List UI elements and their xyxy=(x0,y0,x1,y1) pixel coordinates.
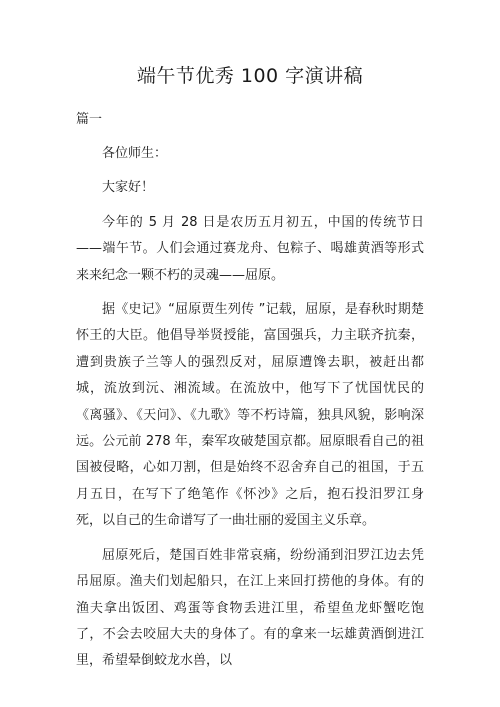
paragraph-2: 据《史记》“屈原贾生列传 ”记载，屈原，是春秋时期楚怀王的大臣。他倡导举贤授能，富国强兵，力主联齐抗秦，遭到贵族子兰等人的强烈反对，屈原遭馋去职，被赶出都城，流放到沅、湘流域。在流放中，他写下了忧国忧民的《离骚》、《天问》、《九歌》等不朽诗篇，独具风貌，影响深远。公元前 278 年，秦军攻破楚国京都。屈原眼看自己的祖国被侵略，心如刀割，但是始终不忍舍弃自己的祖国，于五月五日，在写下了绝笔作《怀沙》之后，抱石投汨罗江身死，以自己的生命谱写了一曲壮丽的爱国主义乐章。 xyxy=(76,302,424,529)
paragraph-3: 屈原死后，楚国百姓非常哀痛，纷纷涌到汨罗江边去凭吊屈原。渔夫们划起船只，在江上来回打捞他的身体。有的渔夫拿出饭团、鸡蛋等食物丢进江里，希望鱼龙虾蟹吃饱了，不会去咬屈大夫的身体了。有的拿来一坛雄黄酒倒进江里，希望晕倒蛟龙水兽，以 xyxy=(76,547,424,669)
greeting: 大家好！ xyxy=(102,180,155,196)
section-label: 篇一 xyxy=(76,112,103,127)
paragraph-1: 今年的 5 月 28 日是农历五月初五，中国的传统节日 ——端午节。人们会通过赛龙舟、包粽子、喝雄黄酒等形式来来纪念一颗不朽的灵魂——屈原。 xyxy=(76,214,424,283)
salutation: 各位师生： xyxy=(102,146,168,161)
document-title: 端午节优秀 100 字演讲稿 xyxy=(136,65,364,87)
